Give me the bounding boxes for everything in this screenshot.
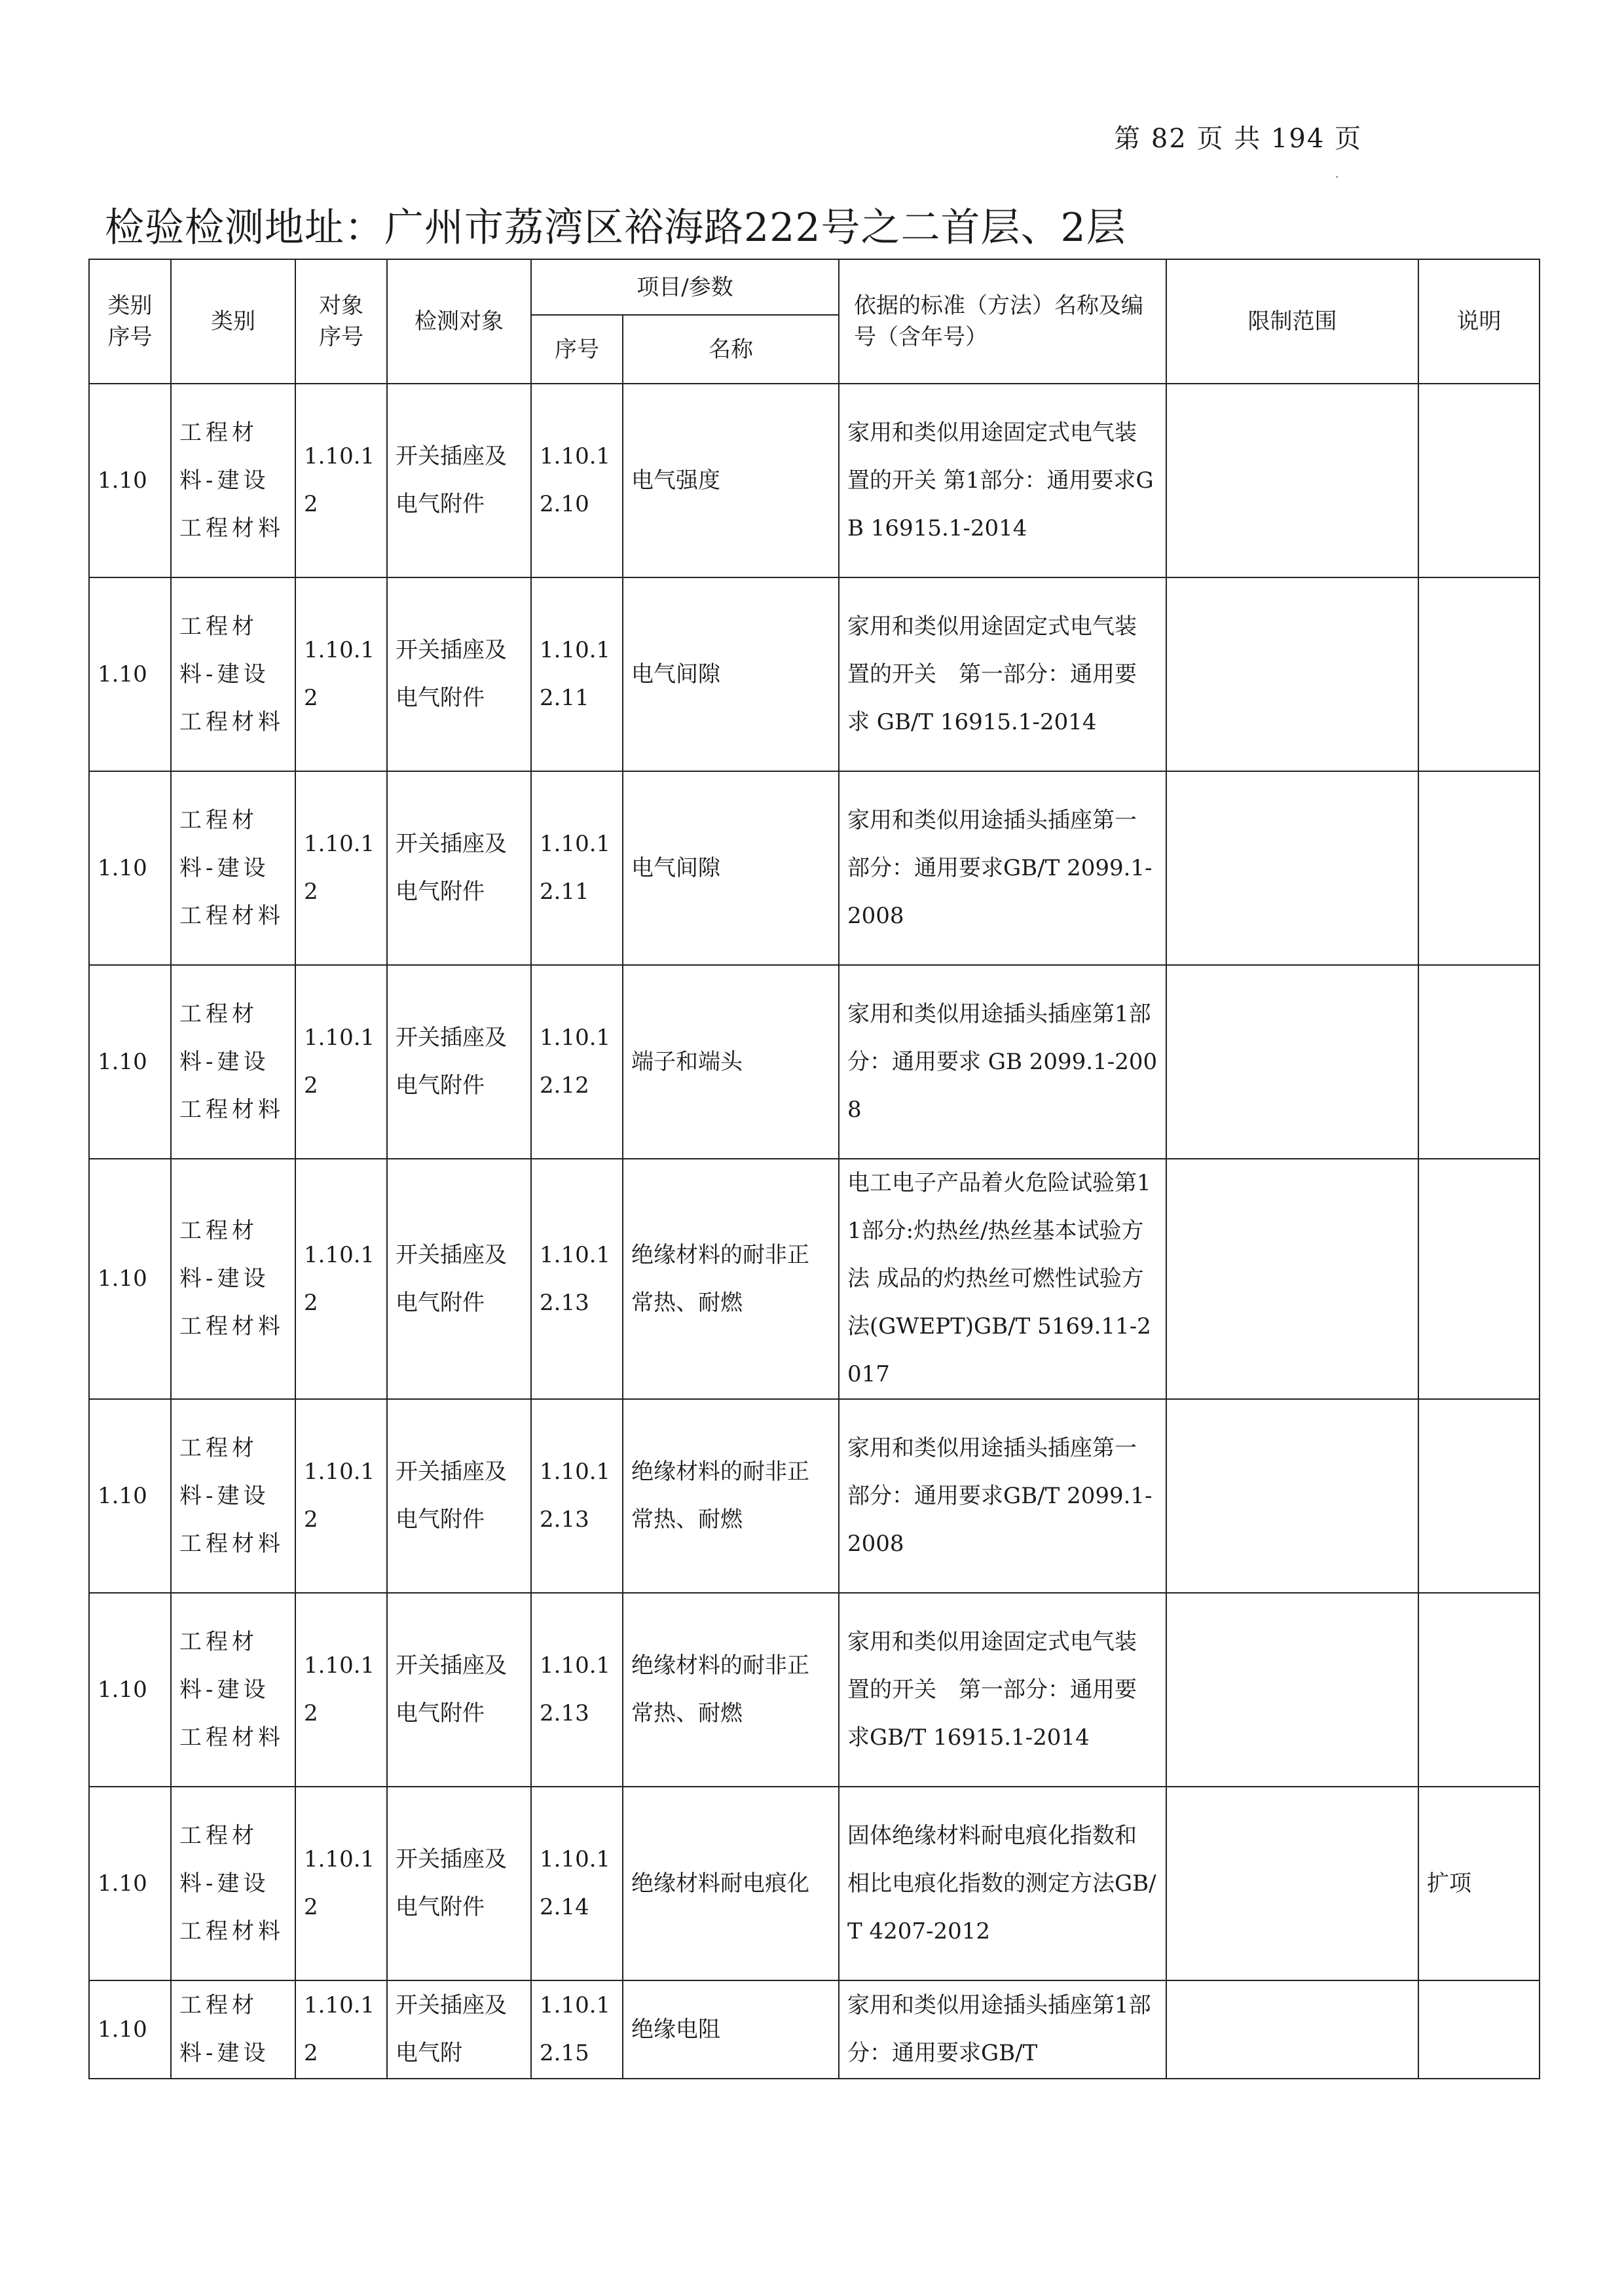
standard-cell: 家用和类似用途固定式电气装置的开关 第1部分：通用要求GB 16915.1-2014 xyxy=(839,384,1166,577)
header-object: 检测对象 xyxy=(387,259,531,384)
limit-cell xyxy=(1166,771,1418,965)
category-no-cell: 1.10 xyxy=(89,771,171,965)
header-standard: 依据的标准（方法）名称及编号（含年号） xyxy=(839,259,1166,384)
object-cell: 开关插座及电气附件 xyxy=(387,1787,531,1980)
note-cell xyxy=(1418,1399,1540,1593)
standard-cell: 家用和类似用途插头插座第1部分：通用要求 GB 2099.1-2008 xyxy=(839,965,1166,1159)
limit-cell xyxy=(1166,384,1418,577)
note-cell xyxy=(1418,577,1540,771)
object-no-cell: 1.10.12 xyxy=(295,771,387,965)
table-row xyxy=(89,1399,1540,1593)
note-cell xyxy=(1418,1159,1540,1399)
standard-cell: 家用和类似用途固定式电气装置的开关 第一部分：通用要求GB/T 16915.1-2014 xyxy=(839,1593,1166,1787)
table-row xyxy=(89,965,1540,1159)
note-cell xyxy=(1418,1980,1540,2079)
object-no-cell: 1.10.12 xyxy=(295,1593,387,1787)
category-cell: 工程材料-建设工程材料 xyxy=(171,1159,295,1399)
seq-cell: 1.10.12.13 xyxy=(531,1593,623,1787)
table-row xyxy=(89,1593,1540,1787)
standard-cell: 家用和类似用途固定式电气装置的开关 第一部分：通用要求 GB/T 16915.1-2014 xyxy=(839,577,1166,771)
category-no-cell: 1.10 xyxy=(89,965,171,1159)
category-cell: 工程材料-建设 xyxy=(171,1980,295,2079)
object-cell: 开关插座及电气附件 xyxy=(387,384,531,577)
header-note: 说明 xyxy=(1418,259,1540,384)
category-cell: 工程材料-建设工程材料 xyxy=(171,965,295,1159)
seq-cell: 1.10.12.13 xyxy=(531,1159,623,1399)
category-no-cell: 1.10 xyxy=(89,1787,171,1980)
object-no-cell: 1.10.12 xyxy=(295,1399,387,1593)
object-cell: 开关插座及电气附件 xyxy=(387,771,531,965)
limit-cell xyxy=(1166,1980,1418,2079)
seq-cell: 1.10.12.11 xyxy=(531,771,623,965)
header-name: 名称 xyxy=(623,315,839,384)
category-no-cell: 1.10 xyxy=(89,1980,171,2079)
table-row xyxy=(89,771,1540,965)
object-no-cell: 1.10.12 xyxy=(295,1980,387,2079)
object-no-cell: 1.10.12 xyxy=(295,384,387,577)
note-cell xyxy=(1418,965,1540,1159)
category-no-cell: 1.10 xyxy=(89,577,171,771)
category-cell: 工程材料-建设工程材料 xyxy=(171,1787,295,1980)
scan-mark: · xyxy=(1335,169,1339,185)
header-category-no: 类别 序号 xyxy=(89,259,171,384)
standard-cell: 家用和类似用途插头插座第一部分：通用要求GB/T 2099.1-2008 xyxy=(839,771,1166,965)
object-cell: 开关插座及电气附件 xyxy=(387,1159,531,1399)
object-no-cell: 1.10.12 xyxy=(295,965,387,1159)
seq-cell: 1.10.12.12 xyxy=(531,965,623,1159)
name-cell: 电气间隙 xyxy=(623,577,839,771)
name-cell: 绝缘材料的耐非正常热、耐燃 xyxy=(623,1593,839,1787)
standard-cell: 固体绝缘材料耐电痕化指数和相比电痕化指数的测定方法GB/T 4207-2012 xyxy=(839,1787,1166,1980)
header-limit: 限制范围 xyxy=(1166,259,1418,384)
limit-cell xyxy=(1166,1593,1418,1787)
object-cell: 开关插座及电气附件 xyxy=(387,1399,531,1593)
name-cell: 电气强度 xyxy=(623,384,839,577)
object-no-cell: 1.10.12 xyxy=(295,1159,387,1399)
note-cell: 扩项 xyxy=(1418,1787,1540,1980)
header-item-param: 项目/参数 xyxy=(531,259,839,315)
seq-cell: 1.10.12.14 xyxy=(531,1787,623,1980)
limit-cell xyxy=(1166,1787,1418,1980)
header-object-no: 对象 序号 xyxy=(295,259,387,384)
accreditation-table xyxy=(88,259,1540,2079)
table-row xyxy=(89,1980,1540,2079)
name-cell: 端子和端头 xyxy=(623,965,839,1159)
object-no-cell: 1.10.12 xyxy=(295,577,387,771)
standard-cell: 家用和类似用途插头插座第一部分：通用要求GB/T 2099.1-2008 xyxy=(839,1399,1166,1593)
testing-address: 检验检测地址：广州市荔湾区裕海路222号之二首层、2层 xyxy=(105,205,1126,251)
note-cell xyxy=(1418,771,1540,965)
page-number: 第 82 页 共 194 页 xyxy=(1114,124,1362,154)
name-cell: 绝缘材料耐电痕化 xyxy=(623,1787,839,1980)
header-category: 类别 xyxy=(171,259,295,384)
name-cell: 电气间隙 xyxy=(623,771,839,965)
limit-cell xyxy=(1166,1159,1418,1399)
category-cell: 工程材料-建设工程材料 xyxy=(171,771,295,965)
category-cell: 工程材料-建设工程材料 xyxy=(171,577,295,771)
name-cell: 绝缘电阻 xyxy=(623,1980,839,2079)
object-cell: 开关插座及电气附件 xyxy=(387,965,531,1159)
table-row xyxy=(89,384,1540,577)
limit-cell xyxy=(1166,965,1418,1159)
object-cell: 开关插座及电气附件 xyxy=(387,1593,531,1787)
limit-cell xyxy=(1166,577,1418,771)
standard-cell: 家用和类似用途插头插座第1部分：通用要求GB/T xyxy=(839,1980,1166,2079)
category-cell: 工程材料-建设工程材料 xyxy=(171,384,295,577)
standard-cell: 电工电子产品着火危险试验第11部分:灼热丝/热丝基本试验方法 成品的灼热丝可燃性试验方法(GWEPT)GB/T 5169.11-2017 xyxy=(839,1159,1166,1399)
name-cell: 绝缘材料的耐非正常热、耐燃 xyxy=(623,1399,839,1593)
seq-cell: 1.10.12.15 xyxy=(531,1980,623,2079)
object-cell: 开关插座及电气附 xyxy=(387,1980,531,2079)
header-seq: 序号 xyxy=(531,315,623,384)
category-cell: 工程材料-建设工程材料 xyxy=(171,1399,295,1593)
table-row xyxy=(89,577,1540,771)
category-no-cell: 1.10 xyxy=(89,1159,171,1399)
category-no-cell: 1.10 xyxy=(89,1399,171,1593)
limit-cell xyxy=(1166,1399,1418,1593)
table-row xyxy=(89,1159,1540,1399)
seq-cell: 1.10.12.11 xyxy=(531,577,623,771)
table-row xyxy=(89,1787,1540,1980)
category-no-cell: 1.10 xyxy=(89,1593,171,1787)
category-no-cell: 1.10 xyxy=(89,384,171,577)
seq-cell: 1.10.12.13 xyxy=(531,1399,623,1593)
object-no-cell: 1.10.12 xyxy=(295,1787,387,1980)
name-cell: 绝缘材料的耐非正常热、耐燃 xyxy=(623,1159,839,1399)
note-cell xyxy=(1418,1593,1540,1787)
note-cell xyxy=(1418,384,1540,577)
seq-cell: 1.10.12.10 xyxy=(531,384,623,577)
object-cell: 开关插座及电气附件 xyxy=(387,577,531,771)
category-cell: 工程材料-建设工程材料 xyxy=(171,1593,295,1787)
